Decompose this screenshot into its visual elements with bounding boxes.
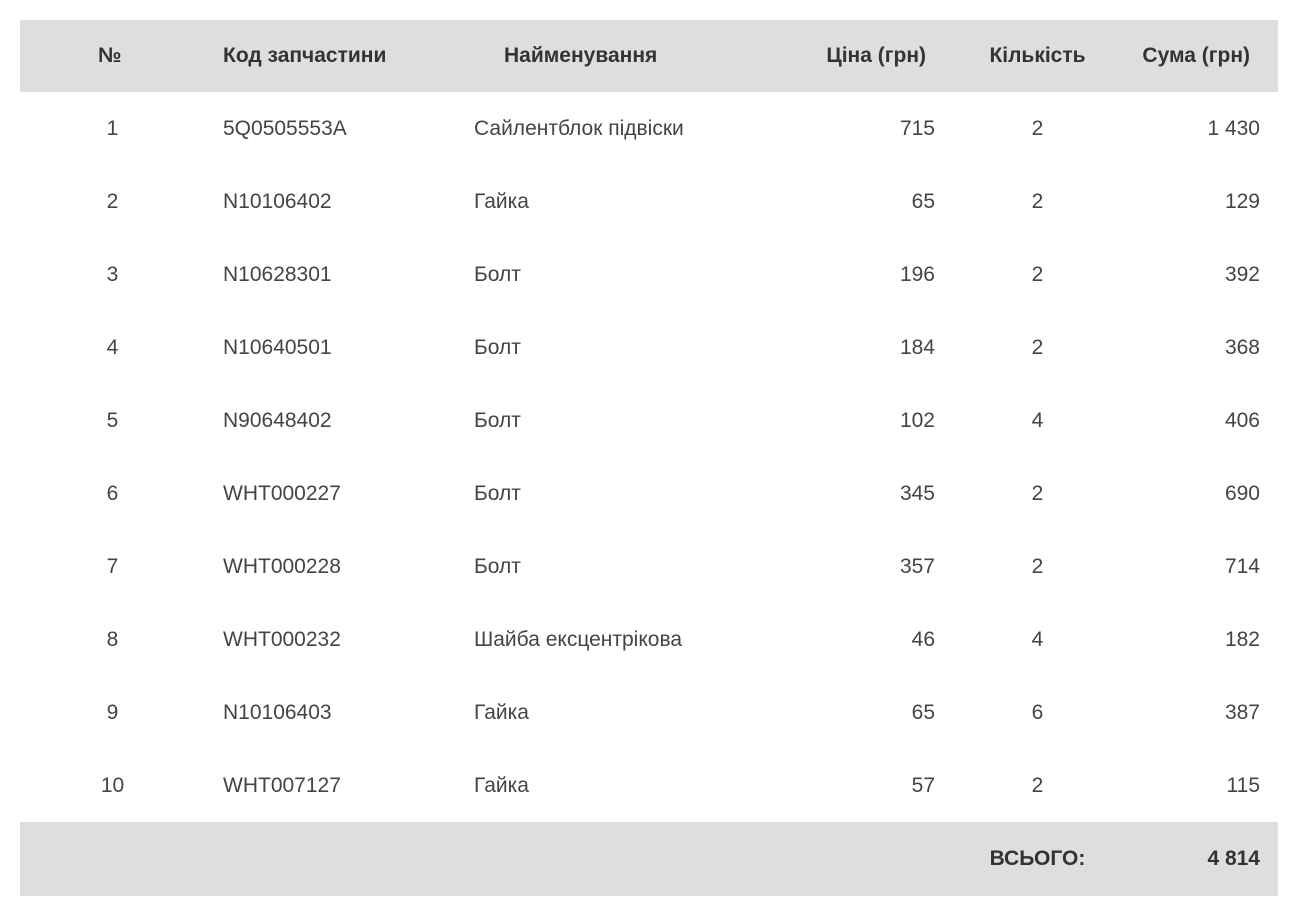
cell-sum: 129 <box>1224 189 1260 213</box>
table-row <box>20 603 1278 676</box>
table-body <box>20 92 1278 822</box>
cell-part-name: Шайба ексцентрікова <box>474 627 683 651</box>
header-price: Ціна (грн) <box>826 44 926 67</box>
cell-number: 4 <box>106 335 119 359</box>
cell-part-name: Болт <box>474 408 521 432</box>
cell-number: 3 <box>106 262 119 286</box>
cell-number: 9 <box>106 700 119 724</box>
total-label: ВСЬОГО: <box>989 847 1086 870</box>
cell-price: 65 <box>911 189 935 213</box>
cell-number: 6 <box>106 481 119 505</box>
cell-price: 196 <box>899 262 935 286</box>
cell-quantity: 2 <box>1031 481 1044 505</box>
header-part-code: Код запчастини <box>223 44 387 67</box>
table-row <box>20 238 1278 311</box>
cell-part-code: WHT000228 <box>223 554 341 578</box>
cell-part-code: N90648402 <box>223 408 332 432</box>
cell-sum: 115 <box>1226 773 1260 797</box>
cell-number: 2 <box>106 189 119 213</box>
cell-sum: 406 <box>1224 408 1260 432</box>
cell-part-name: Сайлентблок підвіски <box>474 116 684 140</box>
table-row <box>20 749 1278 822</box>
cell-quantity: 2 <box>1031 262 1044 286</box>
cell-part-code: N10640501 <box>223 335 332 359</box>
header-quantity: Кількість <box>989 44 1086 67</box>
cell-sum: 387 <box>1224 700 1260 724</box>
cell-part-code: WHT007127 <box>223 773 341 797</box>
cell-sum: 690 <box>1224 481 1260 505</box>
table-row <box>20 311 1278 384</box>
cell-part-code: 5Q0505553A <box>223 116 347 140</box>
cell-sum: 714 <box>1224 554 1260 578</box>
cell-price: 102 <box>899 408 935 432</box>
cell-number: 1 <box>106 116 119 140</box>
cell-part-name: Болт <box>474 554 521 578</box>
cell-number: 7 <box>106 554 119 578</box>
cell-quantity: 6 <box>1031 700 1044 724</box>
header-row <box>20 20 1278 92</box>
cell-part-name: Болт <box>474 481 521 505</box>
cell-price: 715 <box>899 116 935 140</box>
header-sum: Сума (грн) <box>1142 44 1250 67</box>
table-row <box>20 92 1278 165</box>
cell-price: 357 <box>899 554 935 578</box>
cell-quantity: 4 <box>1031 408 1044 432</box>
table-footer <box>20 822 1278 896</box>
cell-quantity: 2 <box>1031 773 1044 797</box>
cell-part-name: Гайка <box>474 700 529 724</box>
table-row <box>20 457 1278 530</box>
table-row <box>20 676 1278 749</box>
cell-part-code: N10628301 <box>223 262 332 286</box>
cell-sum: 368 <box>1224 335 1260 359</box>
cell-price: 65 <box>911 700 935 724</box>
cell-price: 46 <box>911 627 935 651</box>
cell-part-name: Болт <box>474 262 521 286</box>
cell-part-name: Гайка <box>474 189 529 213</box>
cell-quantity: 4 <box>1031 627 1044 651</box>
cell-number: 10 <box>100 773 125 797</box>
total-row <box>20 822 1278 896</box>
parts-table <box>20 20 1278 896</box>
cell-part-code: N10106402 <box>223 189 332 213</box>
cell-sum: 1 430 <box>1207 116 1260 140</box>
cell-quantity: 2 <box>1031 189 1044 213</box>
cell-number: 8 <box>106 627 119 651</box>
cell-price: 345 <box>899 481 935 505</box>
table-row <box>20 165 1278 238</box>
header-part-name: Найменування <box>504 44 658 67</box>
cell-part-name: Болт <box>474 335 521 359</box>
cell-part-name: Гайка <box>474 773 529 797</box>
cell-price: 184 <box>899 335 935 359</box>
cell-quantity: 2 <box>1031 335 1044 359</box>
cell-quantity: 2 <box>1031 116 1044 140</box>
cell-part-code: WHT000232 <box>223 627 341 651</box>
cell-sum: 392 <box>1224 262 1260 286</box>
table-row <box>20 530 1278 603</box>
table-row <box>20 384 1278 457</box>
table-header <box>20 20 1278 92</box>
cell-number: 5 <box>106 408 119 432</box>
cell-sum: 182 <box>1224 627 1260 651</box>
total-spacer <box>20 822 935 896</box>
header-number: № <box>98 44 122 67</box>
total-value: 4 814 <box>1207 847 1260 870</box>
cell-quantity: 2 <box>1031 554 1044 578</box>
cell-price: 57 <box>911 773 935 797</box>
cell-part-code: N10106403 <box>223 700 332 724</box>
cell-part-code: WHT000227 <box>223 481 341 505</box>
